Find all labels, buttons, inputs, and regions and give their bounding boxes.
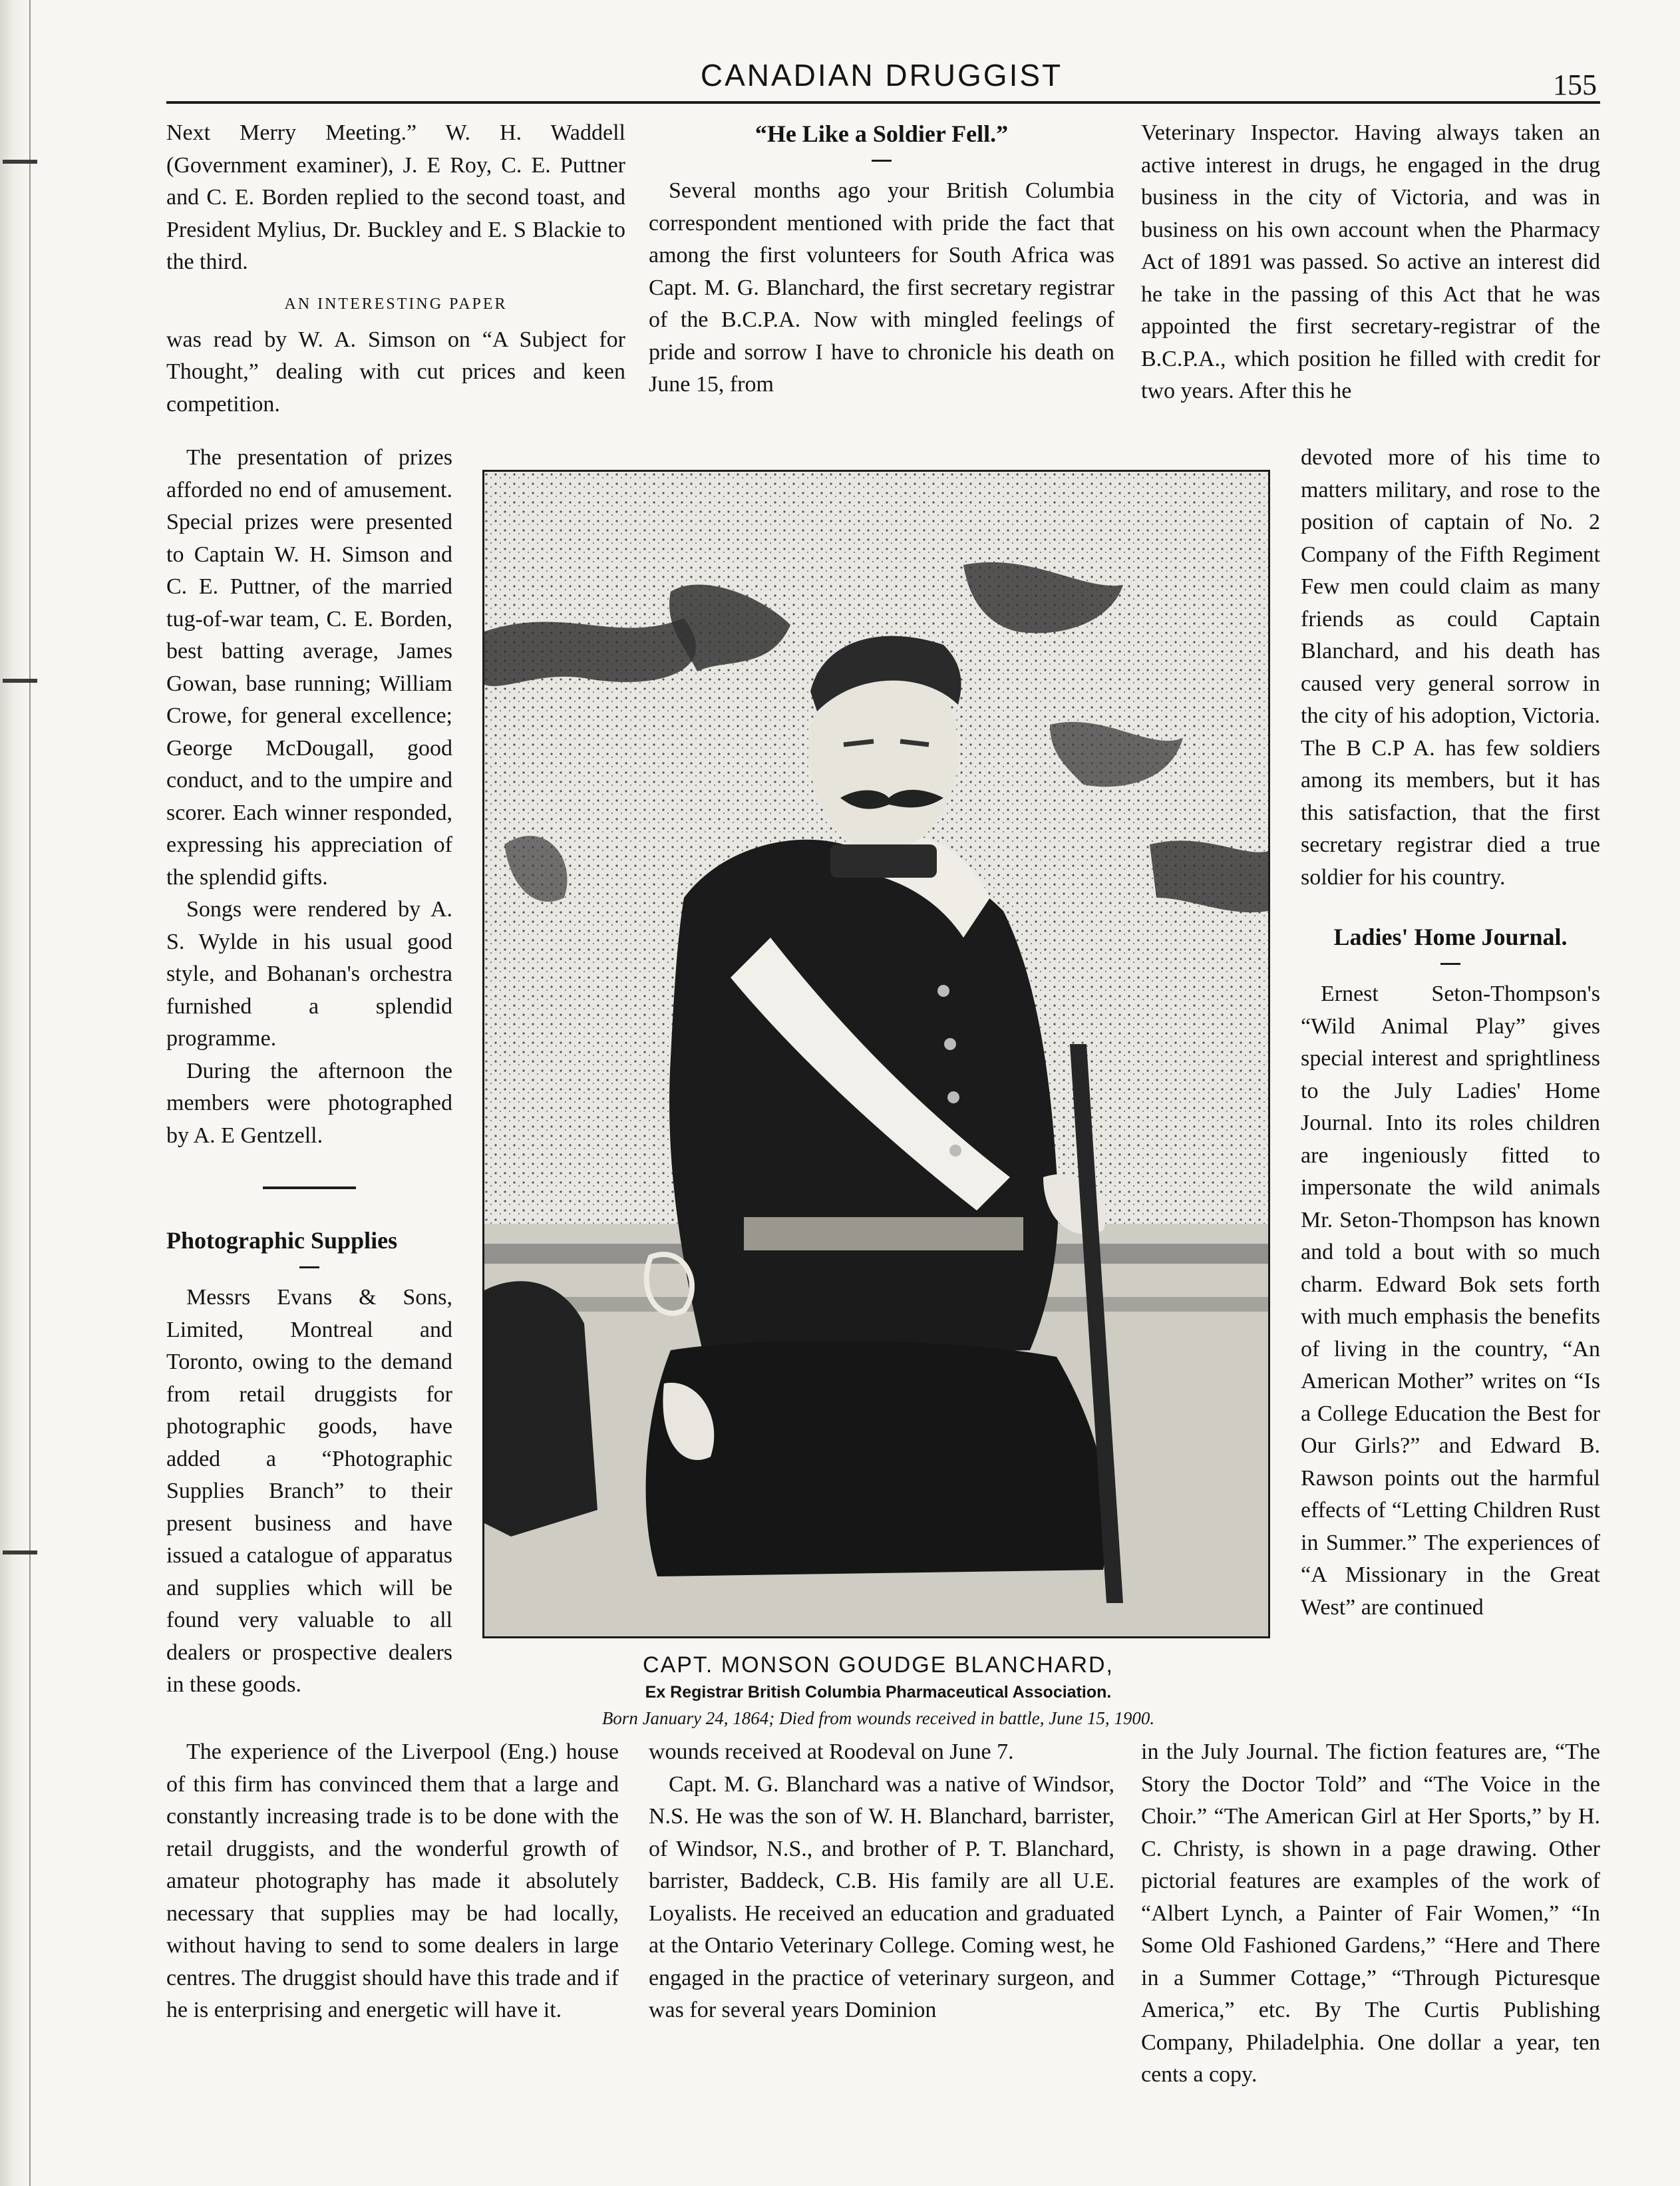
photographic-supplies-heading: Photographic Supplies <box>166 1227 398 1254</box>
portrait-photograph <box>482 470 1270 1638</box>
column-2-bottom <box>649 1736 1114 2027</box>
portrait-caption <box>466 1650 1291 1731</box>
paper-paragraph: was read by W. A. Simson on “A Subject for Thought,” dealing with cut prices and keen competition. <box>166 327 625 417</box>
ladies-home-journal-heading: Ladies' Home Journal. <box>1333 924 1568 950</box>
column-2-top <box>649 117 1114 401</box>
journal-features-paragraph: in the July Journal. The fiction features are, “The Story the Doctor Told” and “The Voice in the Choir.” “The American Girl at Her Sports,” by H. C. Christy, is shown in a page drawing. Other pictorial features are examples of the work of “Albert Lynch, a Painter of Fair Women,” “In Some Old Fashioned Gardens,” “Here and There in a Summer Cottage,” “Through Picturesque America,” etc. By The Curtis Publishing Company, Philadelphia. One dollar a year, ten cents a copy. <box>1141 1739 1600 2087</box>
military-paragraph: devoted more of his time to matters military, and rose to the position of captain of No. 2 Company of the Fifth Regiment Few men could claim as many friends as could Captain Blanchard, and his death has caused very general sorrow in the city of his adoption, Victoria. The B C.P A. has few soldiers among its members, but it has this satisfaction, that the first secretary registrar died a true soldier for his country. <box>1301 445 1600 890</box>
binding-mark <box>3 1550 37 1554</box>
soldier-intro-paragraph: Several months ago your British Columbia correspondent mentioned with pride the fact that among the first volunteers for South Africa was Capt. M. G. Blanchard, the first secretary registrar of the B.C.P.A. Now with mingled feelings of pride and sorrow I have to chronicle his death on June 15, from <box>649 178 1114 397</box>
caption-name: CAPT. MONSON GOUDGE BLANCHARD, <box>643 1652 1114 1678</box>
songs-paragraph: Songs were rendered by A. S. Wylde in his usual good style, and Bohanan's orchestra furnished a splendid programme. <box>166 897 452 1051</box>
caption-dates: Born January 24, 1864; Died from wounds received in battle, June 15, 1900. <box>601 1708 1155 1728</box>
journal-title: CANADIAN DRUGGIST <box>700 58 1063 92</box>
column-1-top <box>166 117 625 421</box>
heading-dash <box>1440 963 1460 965</box>
column-3-top <box>1141 117 1600 408</box>
prizes-paragraph: The presentation of prizes afforded no end of amusement. Special prizes were presented to Captain W. H. Simson and C. E. Puttner, of the married tug-of-war team, C. E. Borden, best batting average, James Gowan, base running; William Crowe, for general excellence; George McDougall, good conduct, and to the umpire and scorer. Each winner responded, expressing his appreciation of the splendid gifts. <box>166 445 452 890</box>
binding-mark <box>3 160 37 164</box>
meeting-toasts-paragraph: Next Merry Meeting.” W. H. Waddell (Government examiner), J. E Roy, C. E. Puttner and C. E. Borden replied to the second toast, and President Mylius, Dr. Buckley and E. S Blackie to the third. <box>166 120 625 274</box>
column-3-bottom <box>1141 1736 1600 2092</box>
soldier-portrait-illustration <box>484 472 1268 1636</box>
biography-paragraph: Capt. M. G. Blanchard was a native of Windsor, N.S. He was the son of W. H. Blanchard, barrister, of Windsor, N.S., and brother of P. T. Blanchard, barrister, Baddeck, C.B. His family are all U.E. Loyalists. He received an education and graduated at the Ontario Veterinary College. Coming west, he engaged in the practice of veterinary surgeon, and was for several years Dominion <box>649 1771 1114 2022</box>
column-1-bottom <box>166 1736 619 2027</box>
page-binding-edge <box>0 0 31 2186</box>
page-number: 155 <box>1553 69 1597 101</box>
photographic-supplies-paragraph: Messrs Evans & Sons, Limited, Montreal and Toronto, owing to the demand from retail druggists for photographic goods, have added a “Photographic Supplies Branch” to their present business and have issued a catalogue of apparatus and supplies which will be found very valuable to all dealers or prospective dealers in these goods. <box>166 1285 452 1697</box>
header-rule <box>166 101 1600 104</box>
running-head <box>166 53 1597 100</box>
inspector-paragraph: Veterinary Inspector. Having always taken an active interest in drugs, he engaged in the drug business in the city of Victoria, and was in business on his own account when the Pharmacy Act of 1891 was passed. So active an interest did he take in the passing of this Act that he was appointed the first secretary-registrar of the B.C.P.A., which position he filled with credit for two years. After this he <box>1141 120 1600 403</box>
caption-title: Ex Registrar British Columbia Pharmaceutical Association. <box>645 1683 1112 1702</box>
section-divider <box>263 1186 356 1189</box>
afternoon-paragraph: During the afternoon the members were photographed by A. E Gentzell. <box>166 1058 452 1148</box>
soldier-continued-paragraph: wounds received at Roodeval on June 7. <box>649 1739 1014 1764</box>
heading-dash <box>299 1266 319 1268</box>
binding-mark <box>3 679 37 683</box>
interesting-paper-subhead: AN INTERESTING PAPER <box>284 295 508 313</box>
column-1-narrow <box>166 442 452 1702</box>
soldier-article-heading: “He Like a Soldier Fell.” <box>755 120 1009 147</box>
liverpool-paragraph: The experience of the Liverpool (Eng.) house of this firm has convinced them that a large and constantly increasing trade is to be done with the retail druggists, and the wonderful growth of amateur photography has made it absolutely necessary that supplies may be had locally, without having to send to some dealers in large centres. The druggist should have this trade and if he is enterprising and energetic will have it. <box>166 1739 619 2022</box>
ladies-home-journal-paragraph: Ernest Seton-Thompson's “Wild Animal Play” gives special interest and sprightliness to the July Ladies' Home Journal. Into its roles children are ingeniously fitted to impersonate the wild animals Mr. Seton-Thompson has known and told a bout with so much charm. Edward Bok sets forth with much emphasis the benefits of living in the country, “An American Mother” writes on “Is a College Education the Best for Our Girls?” and Edward B. Rawson points out the harmful effects of “Letting Children Rust in Summer.” The experiences of “A Missionary in the Great West” are continued <box>1301 982 1600 1620</box>
column-3-narrow <box>1301 442 1600 1624</box>
heading-dash <box>872 160 892 162</box>
